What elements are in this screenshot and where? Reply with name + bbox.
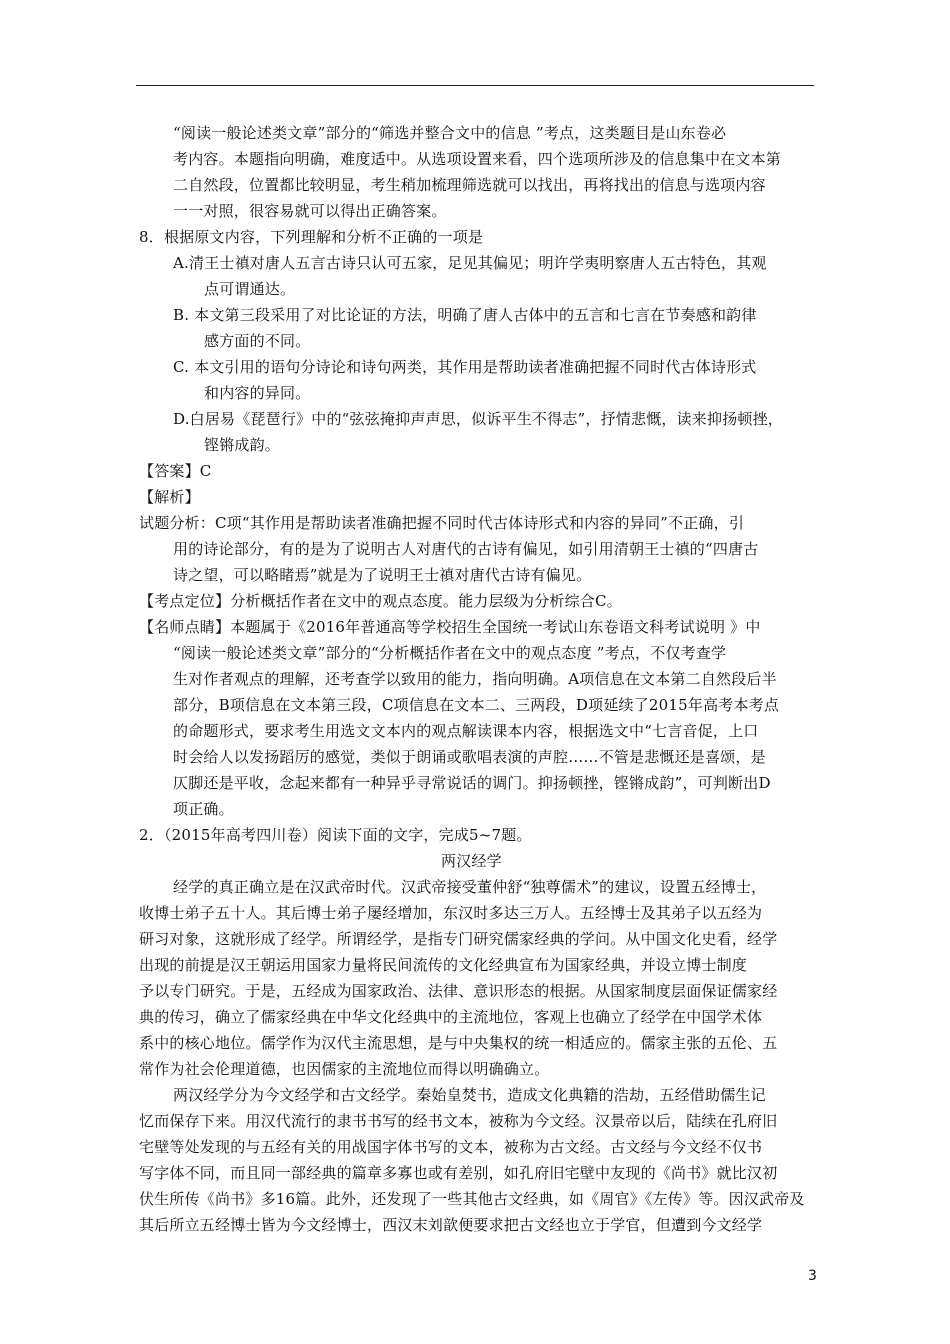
text-line: 二自然段，位置都比较明显，考生稍加梳理筛选就可以找出，再将找出的信息与选项内容: [173, 176, 766, 194]
article-paragraph: 伏生所传《尚书》多16篇。此外，还发现了一些其他古文经典，如《周官》《左传》等。因汉武帝及: [139, 1190, 805, 1208]
article-paragraph: 两汉经学分为今文经学和古文经学。秦始皇焚书，造成文化典籍的浩劫，五经借助儒生记: [173, 1086, 766, 1104]
option-a: A.清王士禛对唐人五言古诗只认可五家，足见其偏见；明许学夷明察唐人五古特色，其观: [173, 254, 767, 272]
option-a-cont: 点可谓通达。: [204, 280, 296, 298]
analysis-text: 试题分析：C项“其作用是帮助读者准确把握不同时代古体诗形式和内容的异同”不正确，引: [139, 514, 745, 532]
article-paragraph: 写字体不同，而且同一部经典的篇章多寡也或有差别，如孔府旧宅壁中友现的《尚书》就比汉初: [139, 1164, 778, 1182]
article-paragraph: 系中的核心地位。儒学作为汉代主流思想，是与中央集权的统一相适应的。儒家主张的五伦、五: [139, 1034, 778, 1052]
page-number: 3: [808, 1268, 817, 1284]
option-c-cont: 和内容的异同。: [204, 384, 311, 402]
option-c: C. 本文引用的语句分诗论和诗句两类，其作用是帮助读者准确把握不同时代古体诗形式: [173, 358, 757, 376]
article-paragraph: 其后所立五经博士皆为今文经博士，西汉末刘歆便要求把古文经也立于学官，但遭到今文经学: [139, 1216, 763, 1234]
article-paragraph: 经学的真正确立是在汉武帝时代。汉武帝接受董仲舒“独尊儒术”的建议，设置五经博士，: [173, 878, 767, 896]
teacher-note: 【名师点睛】本题属于《2016年普通高等学校招生全国统一考试山东卷语文科考试说明 》中: [139, 618, 761, 636]
key-point: 【考点定位】分析概括作者在文中的观点态度。能力层级为分析综合C。: [139, 592, 622, 610]
teacher-note: 仄脚还是平收，念起来都有一种异乎寻常说话的调门。抑扬顿挫，铿锵成韵”，可判断出D: [173, 774, 771, 792]
teacher-note: 部分，B项信息在文本第三段，C项信息在文本二、三两段，D项延续了2015年高考本考点: [173, 696, 780, 714]
article-paragraph: 予以专门研究。于是，五经成为国家政治、法律、意识形态的根据。从国家制度层面保证儒家经: [139, 982, 778, 1000]
text-line: 考内容。本题指向明确，难度适中。从选项设置来看，四个选项所涉及的信息集中在文本第: [173, 150, 782, 168]
option-b: B. 本文第三段采用了对比论证的方法，明确了唐人古体中的五言和七言在节奏感和韵律: [173, 306, 757, 324]
analysis-text: 诗之望，可以略睹焉”就是为了说明王士禛对唐代古诗有偏见。: [173, 566, 592, 584]
option-b-cont: 感方面的不同。: [204, 332, 311, 350]
article-paragraph: 常作为社会伦理道德，也因儒家的主流地位而得以明确确立。: [139, 1060, 550, 1078]
teacher-note: 的命题形式，要求考生用选文文本内的观点解读课本内容，根据选文中“七言音促，上口: [173, 722, 759, 740]
teacher-note: 时会给人以发扬蹈厉的感觉，类似于朗诵或歌唱表演的声腔……不管是悲慨还是喜颂，是: [173, 748, 766, 766]
option-d-cont: 铿锵成韵。: [204, 436, 281, 454]
article-paragraph: 收博士弟子五十人。其后博士弟子屡经增加，东汉时多达三万人。五经博士及其弟子以五经为: [139, 904, 763, 922]
question-heading: 2．（2015年高考四川卷）阅读下面的文字，完成5~7题。: [139, 826, 532, 844]
answer-label: 【答案】C: [139, 462, 212, 480]
text-line: 一一对照，很容易就可以得出正确答案。: [173, 202, 447, 220]
teacher-note: 生对作者观点的理解，还考查学以致用的能力，指向明确。A项信息在文本第二自然段后半: [173, 670, 777, 688]
header-rule: [136, 85, 814, 86]
article-paragraph: 研习对象，这就形成了经学。所谓经学，是指专门研究儒家经典的学问。从中国文化史看，经学: [139, 930, 778, 948]
article-title: 两汉经学: [441, 852, 502, 870]
teacher-note: 项正确。: [173, 800, 234, 818]
article-paragraph: 出现的前提是汉王朝运用国家力量将民间流传的文化经典宣布为国家经典，并设立博士制度: [139, 956, 748, 974]
analysis-text: 用的诗论部分，有的是为了说明古人对唐代的古诗有偏见，如引用清朝王士禛的“四唐古: [173, 540, 759, 558]
question-stem: 8．根据原文内容，下列理解和分析不正确的一项是: [139, 228, 484, 246]
teacher-note: “阅读一般论述类文章”部分的“分析概括作者在文中的观点态度 ”考点，不仅考查学: [173, 644, 727, 662]
article-paragraph: 典的传习，确立了儒家经典在中华文化经典中的主流地位，客观上也确立了经学在中国学术体: [139, 1008, 763, 1026]
article-paragraph: 忆而保存下来。用汉代流行的隶书书写的经书文本，被称为今文经。汉景帝以后，陆续在孔府旧: [139, 1112, 778, 1130]
text-line: “阅读一般论述类文章”部分的“筛选并整合文中的信息 ”考点，这类题目是山东卷必: [173, 124, 727, 142]
article-paragraph: 宅壁等处发现的与五经有关的用战国字体书写的文本，被称为古文经。古文经与今文经不仅书: [139, 1138, 763, 1156]
analysis-label: 【解析】: [139, 488, 200, 506]
option-d: D.白居易《琵琶行》中的“弦弦掩抑声声思，似诉平生不得志”，抒情悲慨，读来抑扬顿挫，: [173, 410, 784, 428]
